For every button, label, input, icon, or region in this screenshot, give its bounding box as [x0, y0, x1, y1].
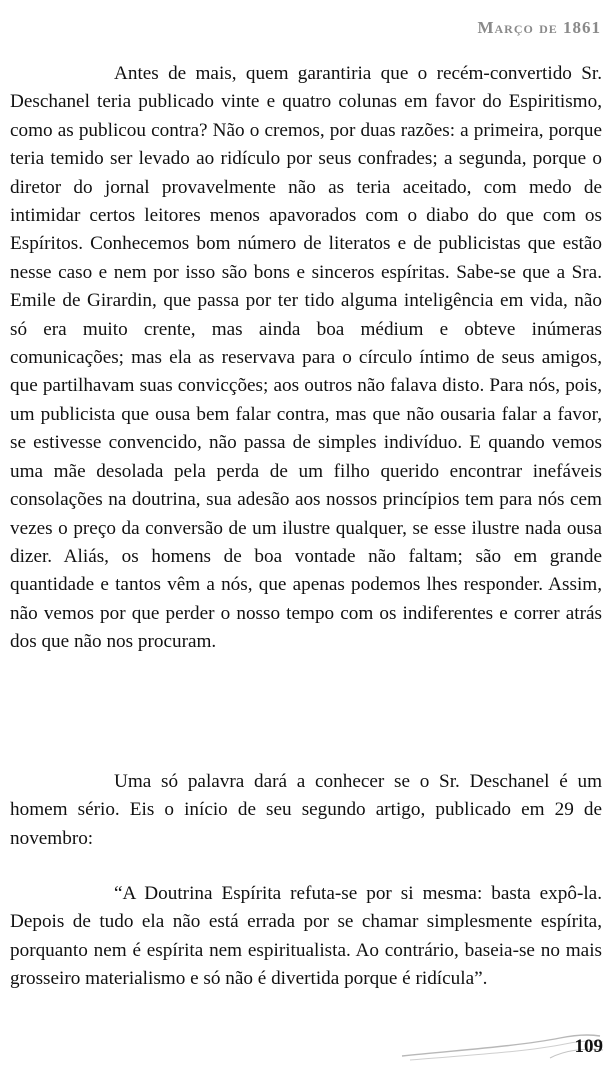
- quoted-paragraph: [10, 880, 602, 994]
- body-paragraph-1: [10, 60, 602, 657]
- page-number: 109: [574, 1036, 603, 1057]
- paragraph-text: Uma só palavra dará a conhecer se o Sr. Deschanel é um homem sério. Eis o início de seu segundo artigo, publicado em 29 de novembro:: [10, 771, 602, 849]
- page-footer: [0, 1026, 611, 1066]
- body-paragraph-2: [10, 768, 602, 853]
- paragraph-text: “A Doutrina Espírita refuta-se por si mesma: basta expô-la. Depois de tudo ela não está errada por se chamar simplesmente espírita, porquanto nem é espírita nem espiritualista. Ao contrário, baseia-se no mais grosseiro materialismo e só não é divertida porque é ridícula”.: [10, 883, 602, 990]
- running-header: Março de 1861: [477, 18, 601, 37]
- paragraph-text: Antes de mais, quem garantiria que o recém-convertido Sr. Deschanel teria publicado vinte e quatro colunas em favor do Espiritismo, como as publicou contra? Não o cremos, por duas razões: a primeira, porque teria temido ser levado ao ridículo por seus confrades; a segunda, porque o diretor do jornal provavelmente não as teria aceitado, com medo de intimidar certos leitores menos apavorados com o diabo do que com os Espíritos. Conhecemos bom número de literatos e de publicistas que estão nesse caso e nem por isso são bons e sinceros espíritas. Sabe-se que a Sra. Emile de Girardin, que passa por ter tido alguma inteligência em vida, não só era muito crente, mas ainda boa médium e obteve inúmeras comunicações; mas ela as reservava para o círculo íntimo de seus amigos, que partilhavam suas convicções; aos outros não falava disto. Para nós, pois, um publicista que ousa bem falar contra, mas que não ousaria falar a favor, se estivesse convencido, não passa de simples indivíduo. E quando vemos uma mãe desolada pela perda de um filho querido encontrar inefáveis consolações na doutrina, sua adesão aos nossos princípios tem para nós cem vezes o preço da conversão de um ilustre qualquer, se esse ilustre nada ousa dizer. Aliás, os homens de boa vontade não faltam; são em grande quantidade e tantos vêm a nós, que apenas podemos lhes responder. Assim, não vemos por que perder o nosso tempo com os indiferentes e correr atrás dos que não nos procuram.: [10, 63, 602, 653]
